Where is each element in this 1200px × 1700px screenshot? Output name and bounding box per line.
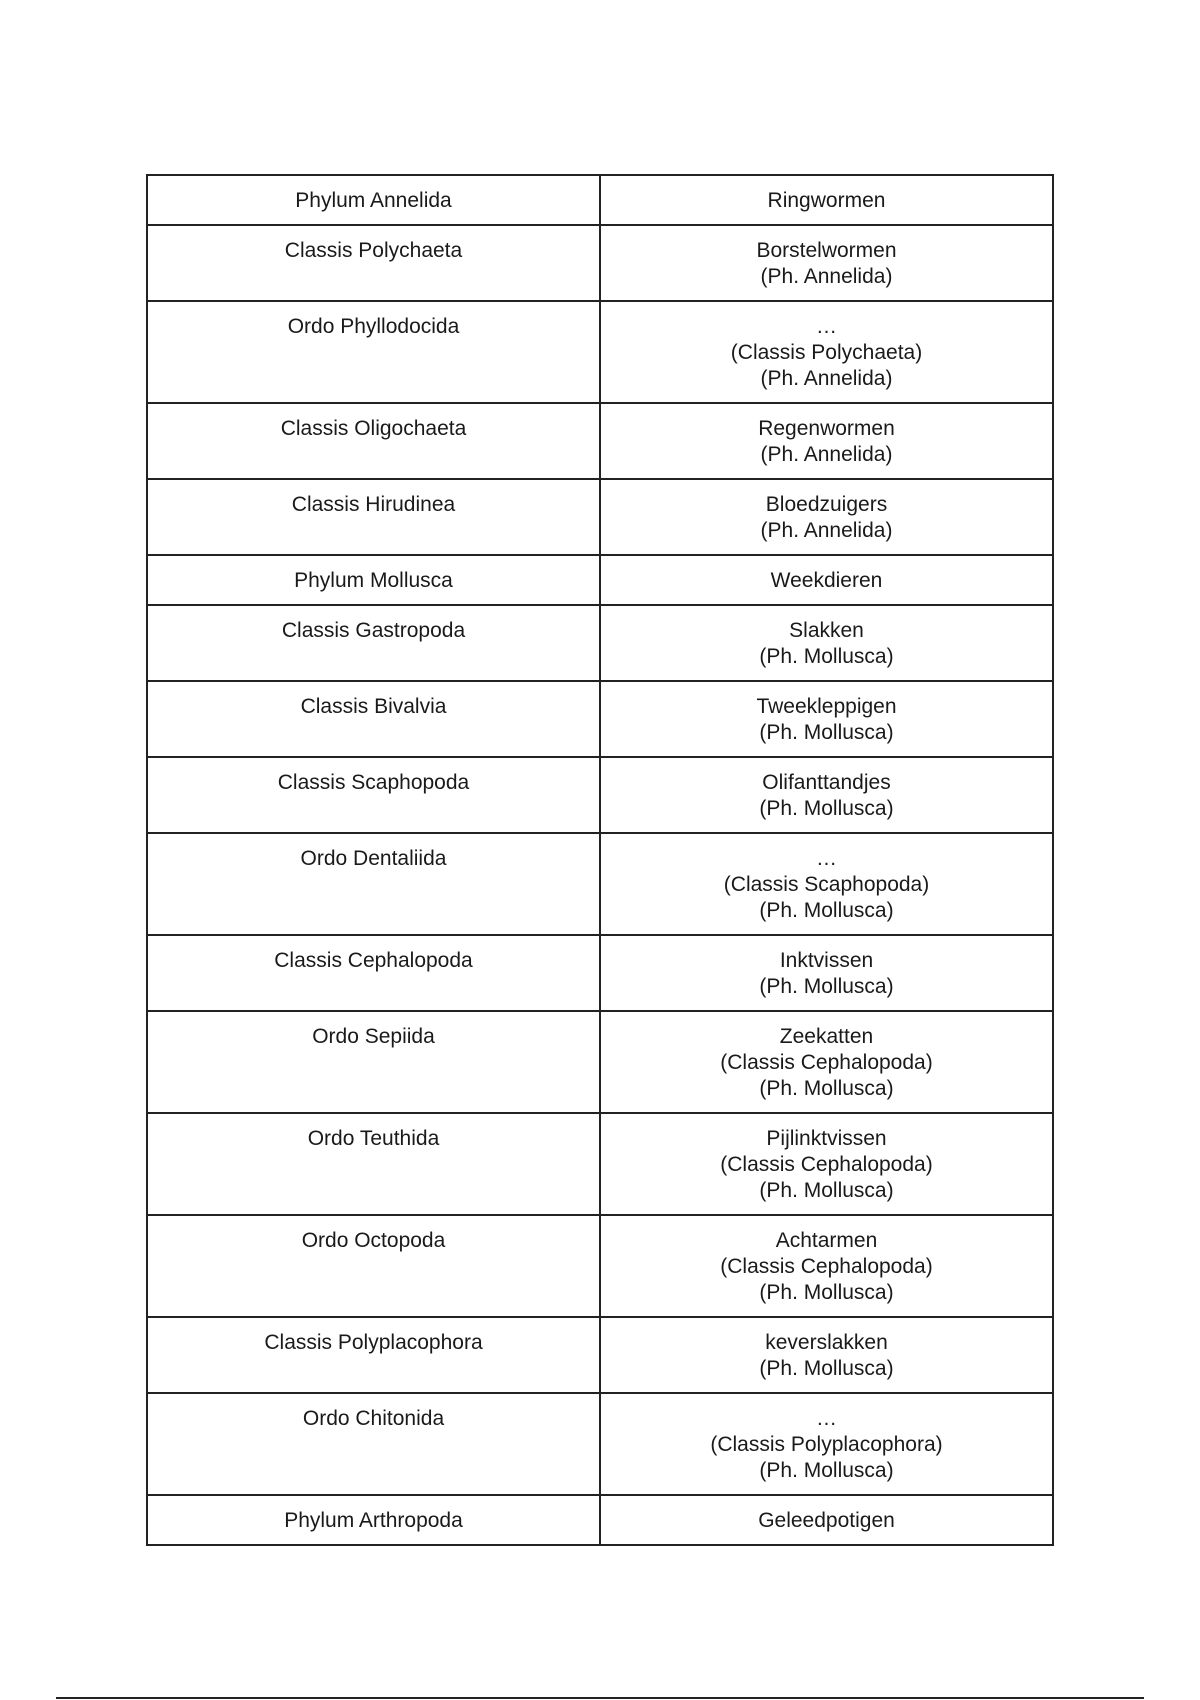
parent-taxon-note: (Classis Cephalopoda) bbox=[720, 1153, 933, 1176]
scientific-name-cell bbox=[147, 1317, 600, 1393]
scientific-name-cell bbox=[147, 555, 600, 605]
table-row bbox=[147, 1495, 1053, 1545]
parent-taxon-note: (Ph. Mollusca) bbox=[759, 1357, 894, 1380]
table-row bbox=[147, 403, 1053, 479]
parent-taxon-note: (Ph. Annelida) bbox=[760, 443, 893, 466]
common-name-cell bbox=[600, 1215, 1053, 1317]
parent-taxon-note: (Classis Cephalopoda) bbox=[720, 1255, 933, 1278]
table-row bbox=[147, 479, 1053, 555]
scientific-name-cell bbox=[147, 175, 600, 225]
parent-taxon-note: (Classis Polychaeta) bbox=[730, 341, 923, 364]
common-name: Olifanttandjes bbox=[762, 771, 891, 794]
scientific-name: Classis Cephalopoda bbox=[274, 949, 473, 972]
parent-taxon-note: (Ph. Mollusca) bbox=[759, 797, 894, 820]
parent-taxon-note: (Ph. Annelida) bbox=[760, 265, 893, 288]
table-row bbox=[147, 175, 1053, 225]
parent-taxon-note: (Ph. Annelida) bbox=[760, 367, 893, 390]
scientific-name: Ordo Teuthida bbox=[307, 1127, 440, 1150]
scientific-name: Classis Scaphopoda bbox=[277, 771, 470, 794]
table-row bbox=[147, 225, 1053, 301]
scientific-name-cell bbox=[147, 225, 600, 301]
scientific-name-cell bbox=[147, 301, 600, 403]
scientific-name-cell bbox=[147, 605, 600, 681]
table-row bbox=[147, 1393, 1053, 1495]
parent-taxon-note: (Ph. Mollusca) bbox=[759, 645, 894, 668]
common-name: Inktvissen bbox=[779, 949, 874, 972]
common-name-cell bbox=[600, 403, 1053, 479]
common-name: Pijlinktvissen bbox=[766, 1127, 887, 1150]
common-name: Regenwormen bbox=[758, 417, 895, 440]
common-name: Bloedzuigers bbox=[765, 493, 888, 516]
common-name-cell bbox=[600, 833, 1053, 935]
parent-taxon-note: (Classis Cephalopoda) bbox=[720, 1051, 933, 1074]
scientific-name: Classis Hirudinea bbox=[291, 493, 456, 516]
parent-taxon-note: (Classis Polyplacophora) bbox=[710, 1433, 943, 1456]
common-name-cell bbox=[600, 225, 1053, 301]
scientific-name: Ordo Sepiida bbox=[312, 1025, 435, 1048]
common-name-cell bbox=[600, 1113, 1053, 1215]
common-name-cell bbox=[600, 1495, 1053, 1545]
table-row bbox=[147, 935, 1053, 1011]
scientific-name: Ordo Phyllodocida bbox=[287, 315, 460, 338]
common-name-cell bbox=[600, 1393, 1053, 1495]
parent-taxon-note: (Ph. Mollusca) bbox=[759, 899, 894, 922]
common-name: Zeekatten bbox=[779, 1025, 874, 1048]
common-name: keverslakken bbox=[765, 1331, 888, 1354]
common-name: … bbox=[816, 847, 837, 870]
parent-taxon-note: (Ph. Annelida) bbox=[760, 519, 893, 542]
scientific-name-cell bbox=[147, 1393, 600, 1495]
scientific-name: Phylum Arthropoda bbox=[284, 1509, 463, 1532]
taxonomy-table-body bbox=[147, 175, 1053, 1545]
parent-taxon-note: (Ph. Mollusca) bbox=[759, 1281, 894, 1304]
table-row bbox=[147, 757, 1053, 833]
common-name: … bbox=[816, 315, 837, 338]
scientific-name-cell bbox=[147, 1495, 600, 1545]
parent-taxon-note: (Ph. Mollusca) bbox=[759, 1077, 894, 1100]
common-name: … bbox=[816, 1407, 837, 1430]
scientific-name-cell bbox=[147, 479, 600, 555]
common-name-cell bbox=[600, 1011, 1053, 1113]
table-row bbox=[147, 1215, 1053, 1317]
table-row bbox=[147, 1113, 1053, 1215]
common-name-cell bbox=[600, 175, 1053, 225]
parent-taxon-note: (Ph. Mollusca) bbox=[759, 1459, 894, 1482]
scientific-name: Ordo Chitonida bbox=[302, 1407, 445, 1430]
table-row bbox=[147, 1011, 1053, 1113]
scientific-name: Classis Gastropoda bbox=[281, 619, 466, 642]
table-row bbox=[147, 833, 1053, 935]
scientific-name: Ordo Dentaliida bbox=[300, 847, 447, 870]
common-name-cell bbox=[600, 681, 1053, 757]
scientific-name: Classis Polyplacophora bbox=[264, 1331, 483, 1354]
scientific-name: Classis Bivalvia bbox=[300, 695, 447, 718]
common-name: Tweekleppigen bbox=[756, 695, 897, 718]
scientific-name: Classis Oligochaeta bbox=[280, 417, 467, 440]
common-name: Weekdieren bbox=[770, 569, 883, 592]
scientific-name: Classis Polychaeta bbox=[284, 239, 463, 262]
common-name: Slakken bbox=[789, 619, 864, 642]
parent-taxon-note: (Ph. Mollusca) bbox=[759, 721, 894, 744]
parent-taxon-note: (Classis Scaphopoda) bbox=[723, 873, 930, 896]
page-bottom-rule bbox=[56, 1697, 1144, 1699]
parent-taxon-note: (Ph. Mollusca) bbox=[759, 1179, 894, 1202]
common-name-cell bbox=[600, 757, 1053, 833]
scientific-name-cell bbox=[147, 1011, 600, 1113]
common-name: Ringwormen bbox=[767, 189, 886, 212]
common-name-cell bbox=[600, 935, 1053, 1011]
scientific-name-cell bbox=[147, 1215, 600, 1317]
common-name-cell bbox=[600, 1317, 1053, 1393]
table-row bbox=[147, 681, 1053, 757]
common-name-cell bbox=[600, 555, 1053, 605]
scientific-name-cell bbox=[147, 403, 600, 479]
scientific-name: Phylum Annelida bbox=[295, 189, 452, 212]
scientific-name-cell bbox=[147, 681, 600, 757]
common-name: Geleedpotigen bbox=[758, 1509, 895, 1532]
scientific-name-cell bbox=[147, 935, 600, 1011]
common-name: Borstelwormen bbox=[756, 239, 897, 262]
table-row bbox=[147, 555, 1053, 605]
common-name-cell bbox=[600, 301, 1053, 403]
scientific-name-cell bbox=[147, 1113, 600, 1215]
taxonomy-table bbox=[146, 174, 1054, 1546]
scientific-name-cell bbox=[147, 757, 600, 833]
table-row bbox=[147, 1317, 1053, 1393]
table-row bbox=[147, 301, 1053, 403]
scientific-name: Ordo Octopoda bbox=[301, 1229, 446, 1252]
common-name-cell bbox=[600, 605, 1053, 681]
common-name-cell bbox=[600, 479, 1053, 555]
parent-taxon-note: (Ph. Mollusca) bbox=[759, 975, 894, 998]
table-row bbox=[147, 605, 1053, 681]
scientific-name: Phylum Mollusca bbox=[294, 569, 453, 592]
scientific-name-cell bbox=[147, 833, 600, 935]
common-name: Achtarmen bbox=[775, 1229, 878, 1252]
